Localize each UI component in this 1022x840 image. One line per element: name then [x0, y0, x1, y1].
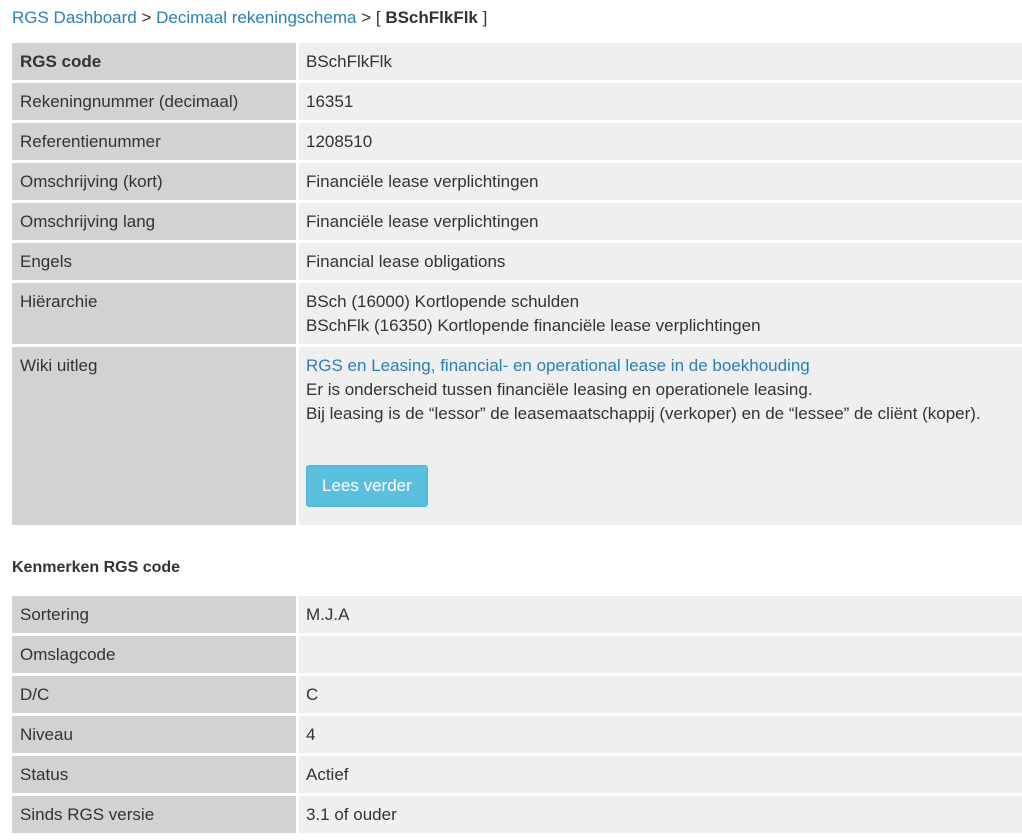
details-table	[12, 43, 1022, 528]
label-omschrijving-lang: Omschrijving lang	[12, 203, 299, 243]
value-rgs-code: BSchFlkFlk	[299, 43, 1022, 83]
breadcrumb-close: ]	[482, 8, 488, 27]
breadcrumb-current: BSchFlkFlk	[385, 8, 478, 27]
value-omschrijving-kort: Financiële lease verplichtingen	[299, 163, 1022, 203]
value-sinds: 3.1 of ouder	[299, 796, 1022, 836]
value-hierarchie	[299, 283, 1022, 347]
label-sortering: Sortering	[12, 596, 299, 636]
lees-verder-button[interactable]: Lees verder	[306, 465, 428, 507]
value-engels: Financial lease obligations	[299, 243, 1022, 283]
label-omslagcode: Omslagcode	[12, 636, 299, 676]
value-omslagcode	[299, 636, 1022, 676]
label-dc: D/C	[12, 676, 299, 716]
label-wiki: Wiki uitleg	[12, 347, 299, 528]
row-rekeningnummer	[12, 83, 1022, 123]
row-omschrijving-lang	[12, 203, 1022, 243]
value-referentienummer: 1208510	[299, 123, 1022, 163]
value-status: Actief	[299, 756, 1022, 796]
label-rekeningnummer: Rekeningnummer (decimaal)	[12, 83, 299, 123]
wiki-text-line: Bij leasing is de “lessor” de leasemaatschappij (verkoper) en de “lessee” de cliënt (koper).	[306, 404, 981, 423]
label-status: Status	[12, 756, 299, 796]
value-rekeningnummer: 16351	[299, 83, 1022, 123]
label-omschrijving-kort: Omschrijving (kort)	[12, 163, 299, 203]
value-dc: C	[299, 676, 1022, 716]
wiki-link[interactable]: RGS en Leasing, financial- en operational lease in de boekhouding	[306, 356, 810, 375]
row-hierarchie	[12, 283, 1022, 347]
hierarchie-line: BSchFlk (16350) Kortlopende financiële lease verplichtingen	[306, 316, 761, 335]
label-niveau: Niveau	[12, 716, 299, 756]
hierarchie-line: BSch (16000) Kortlopende schulden	[306, 292, 580, 311]
value-wiki	[299, 347, 1022, 528]
value-niveau: 4	[299, 716, 1022, 756]
row-omschrijving-kort	[12, 163, 1022, 203]
breadcrumb-separator: > [	[361, 8, 381, 27]
row-dc	[12, 676, 1022, 716]
row-sinds	[12, 796, 1022, 836]
label-sinds: Sinds RGS versie	[12, 796, 299, 836]
wiki-text-line: Er is onderscheid tussen financiële leasing en operationele leasing.	[306, 380, 813, 399]
label-referentienummer: Referentienummer	[12, 123, 299, 163]
breadcrumb-home-link[interactable]: RGS Dashboard	[12, 8, 137, 27]
label-hierarchie: Hiërarchie	[12, 283, 299, 347]
row-status	[12, 756, 1022, 796]
kenmerken-table	[12, 596, 1022, 836]
label-rgs-code: RGS code	[12, 43, 299, 83]
value-omschrijving-lang: Financiële lease verplichtingen	[299, 203, 1022, 243]
row-niveau	[12, 716, 1022, 756]
row-omslagcode	[12, 636, 1022, 676]
row-referentienummer	[12, 123, 1022, 163]
row-sortering	[12, 596, 1022, 636]
label-engels: Engels	[12, 243, 299, 283]
row-engels	[12, 243, 1022, 283]
kenmerken-heading: Kenmerken RGS code	[12, 559, 181, 576]
breadcrumb	[12, 7, 487, 29]
value-sortering: M.J.A	[299, 596, 1022, 636]
row-wiki	[12, 347, 1022, 528]
breadcrumb-schema-link[interactable]: Decimaal rekeningschema	[156, 8, 357, 27]
row-rgs-code	[12, 43, 1022, 83]
breadcrumb-separator: >	[141, 8, 152, 27]
